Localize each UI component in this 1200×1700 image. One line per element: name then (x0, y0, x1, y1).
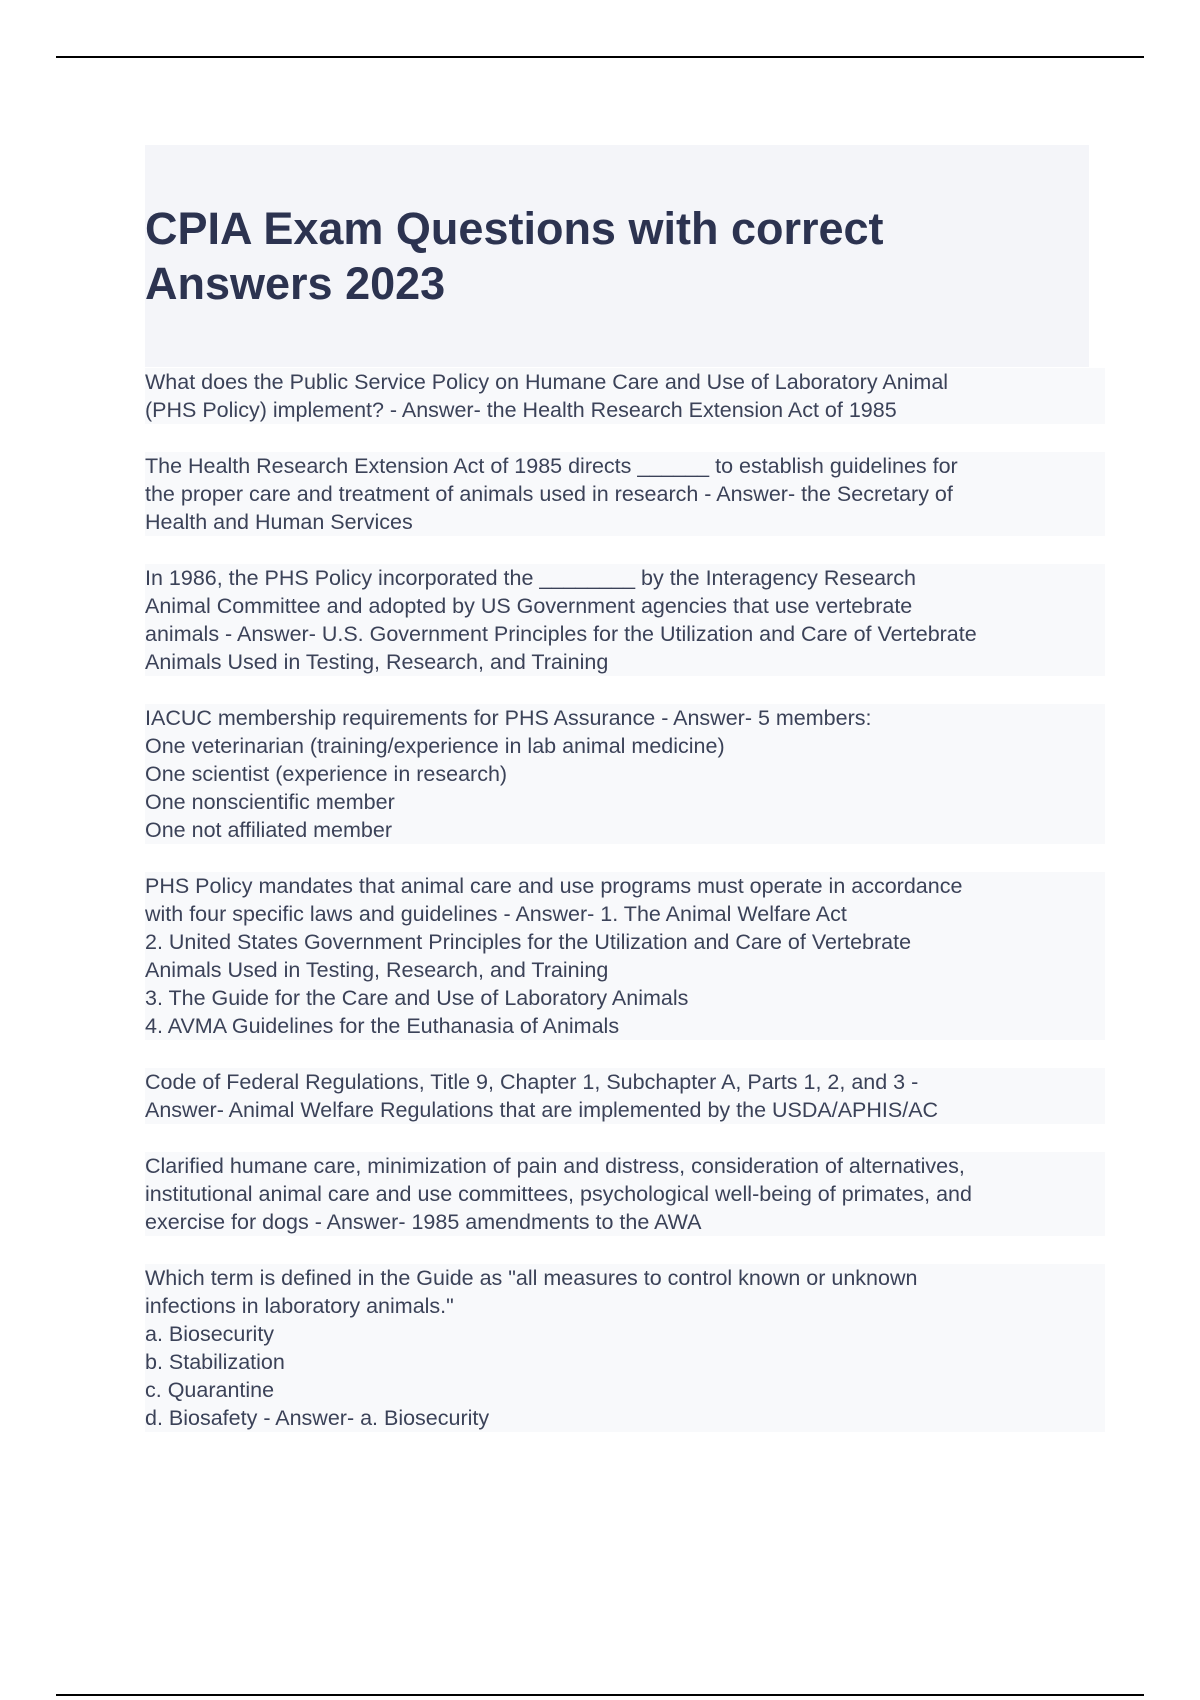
qa-line: 3. The Guide for the Care and Use of Laboratory Animals (145, 986, 689, 1010)
qa-line: Health and Human Services (145, 510, 413, 534)
qa-line: the proper care and treatment of animals used in research - Answer- the Secretary of (145, 482, 953, 506)
qa-line: One not affiliated member (145, 818, 392, 842)
qa-line: b. Stabilization (145, 1350, 285, 1374)
title-block (145, 145, 1089, 367)
qa-item (145, 704, 1105, 844)
qa-line: 4. AVMA Guidelines for the Euthanasia of Animals (145, 1014, 620, 1038)
qa-line: Animal Committee and adopted by US Government agencies that use vertebrate (145, 594, 913, 618)
qa-line: One nonscientific member (145, 790, 395, 814)
qa-item (145, 564, 1105, 676)
qa-line: with four specific laws and guidelines - Answer- 1. The Animal Welfare Act (145, 902, 847, 926)
qa-line: institutional animal care and use committees, psychological well-being of primates, and (145, 1182, 972, 1206)
qa-line: c. Quarantine (145, 1378, 275, 1402)
qa-line: Answer- Animal Welfare Regulations that are implemented by the USDA/APHIS/AC (145, 1098, 939, 1122)
qa-line: What does the Public Service Policy on Humane Care and Use of Laboratory Animal (145, 370, 949, 394)
qa-item (145, 1264, 1105, 1432)
qa-line: a. Biosecurity (145, 1322, 275, 1346)
qa-item (145, 1068, 1105, 1124)
title-line: Answers 2023 (145, 258, 446, 309)
qa-line: PHS Policy mandates that animal care and use programs must operate in accordance (145, 874, 963, 898)
qa-line: IACUC membership requirements for PHS Assurance - Answer- 5 members: (145, 706, 872, 730)
title-line: CPIA Exam Questions with correct (145, 203, 884, 254)
qa-line: infections in laboratory animals." (145, 1294, 454, 1318)
qa-item (145, 452, 1105, 536)
qa-line: The Health Research Extension Act of 1985 directs ______ to establish guidelines for (145, 454, 958, 478)
qa-line: exercise for dogs - Answer- 1985 amendments to the AWA (145, 1210, 702, 1234)
qa-line: In 1986, the PHS Policy incorporated the ________ by the Interagency Research (145, 566, 916, 590)
header-rule (56, 56, 1144, 58)
qa-item (145, 368, 1105, 424)
qa-list (145, 368, 1105, 1460)
qa-line: One scientist (experience in research) (145, 762, 508, 786)
qa-line: Which term is defined in the Guide as "all measures to control known or unknown (145, 1266, 918, 1290)
qa-line: 2. United States Government Principles for the Utilization and Care of Vertebrate (145, 930, 912, 954)
qa-line: One veterinarian (training/experience in lab animal medicine) (145, 734, 725, 758)
qa-line: Animals Used in Testing, Research, and Training (145, 958, 609, 982)
qa-line: d. Biosafety - Answer- a. Biosecurity (145, 1406, 490, 1430)
qa-line: Animals Used in Testing, Research, and Training (145, 650, 609, 674)
qa-line: animals - Answer- U.S. Government Principles for the Utilization and Care of Vertebrate (145, 622, 977, 646)
qa-item (145, 1152, 1105, 1236)
document-title (145, 201, 1045, 311)
qa-line: Clarified humane care, minimization of pain and distress, consideration of alternatives, (145, 1154, 965, 1178)
qa-item (145, 872, 1105, 1040)
footer-rule (56, 1694, 1144, 1696)
qa-line: Code of Federal Regulations, Title 9, Chapter 1, Subchapter A, Parts 1, 2, and 3 - (145, 1070, 919, 1094)
qa-line: (PHS Policy) implement? - Answer- the Health Research Extension Act of 1985 (145, 398, 897, 422)
